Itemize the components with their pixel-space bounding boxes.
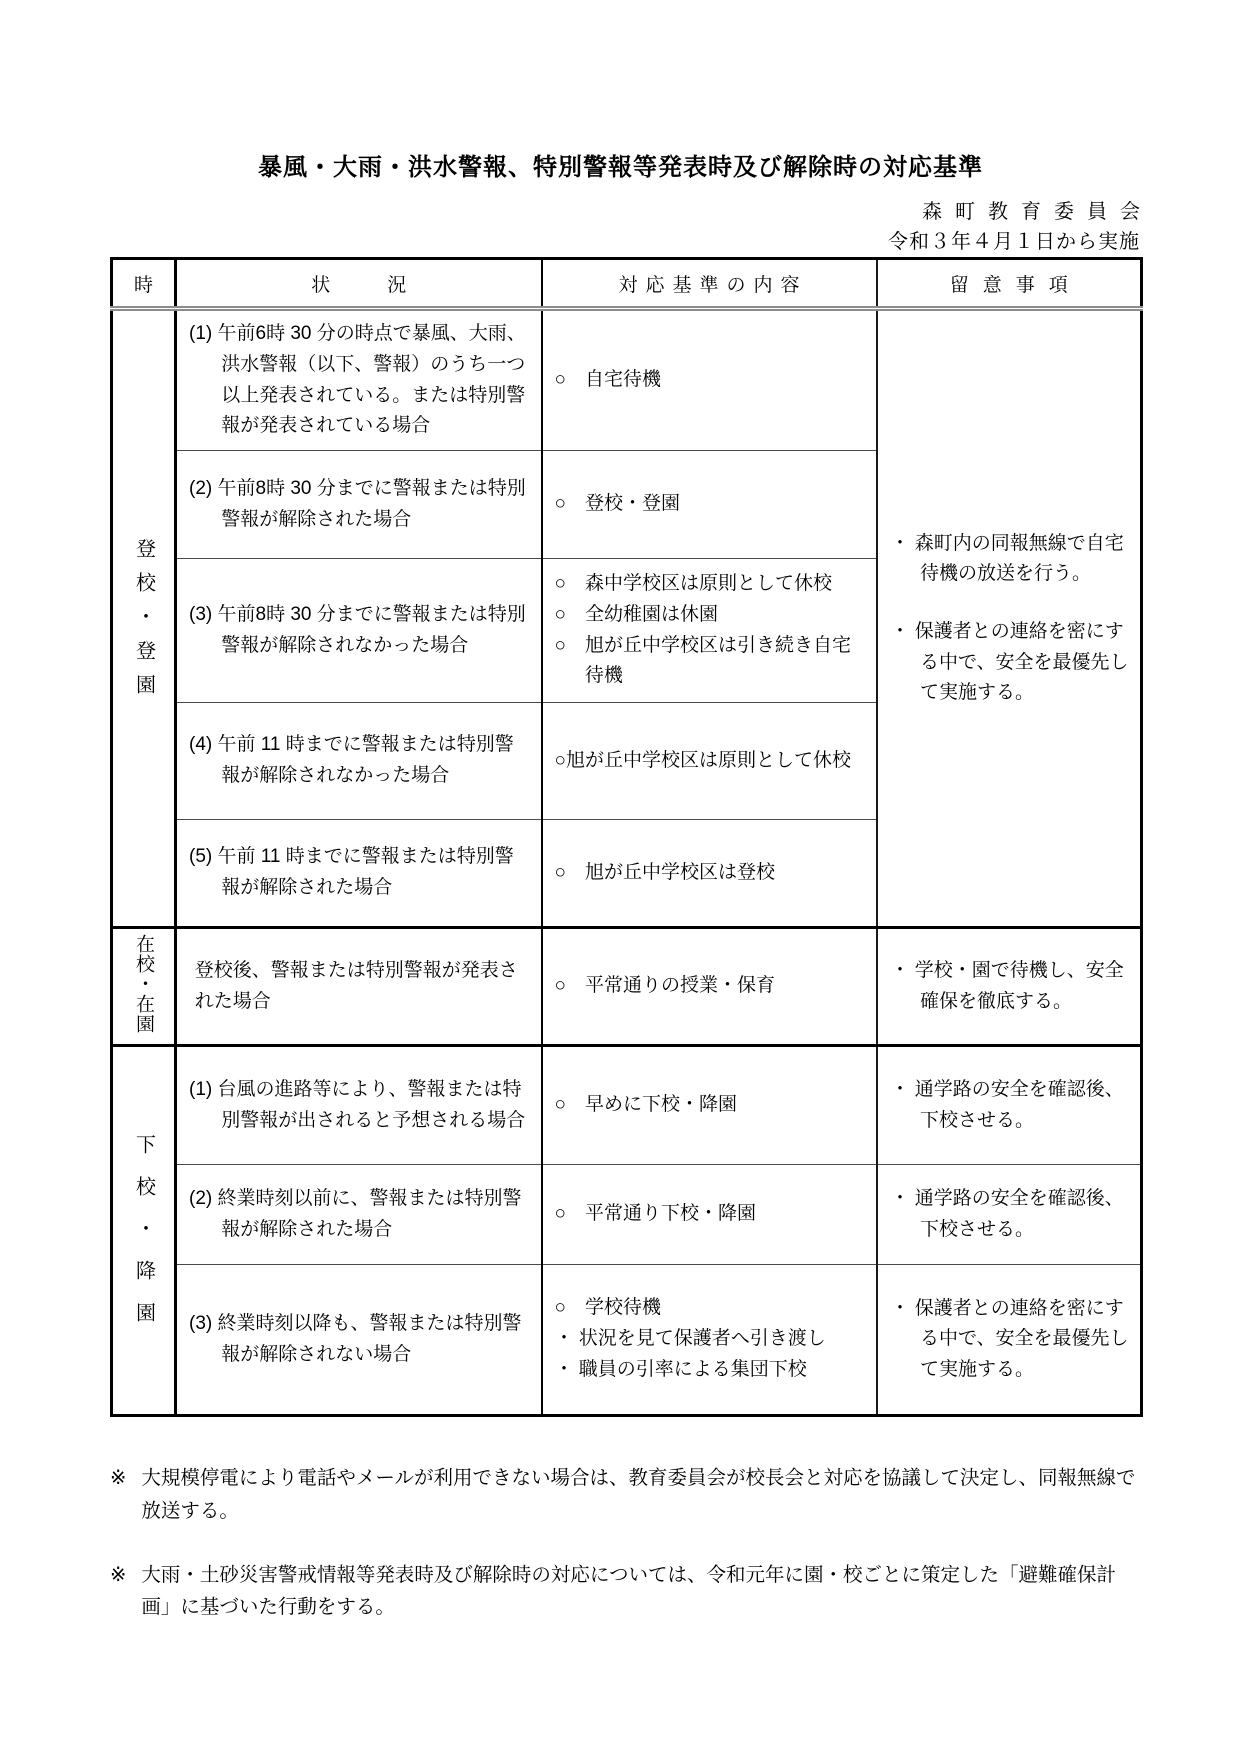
situation-cell (176, 703, 542, 820)
table-row (112, 1165, 1142, 1265)
notes-cell (877, 1265, 1142, 1416)
situation-cell (176, 1046, 542, 1165)
page-title: 暴風・大雨・洪水警報、特別警報等発表時及び解除時の対応基準 (258, 154, 983, 181)
note-item: ・ 通学路の安全を確認後、下校させる。 (890, 1188, 1124, 1240)
response-item: ○ 森中学校区は原則として休校 (554, 573, 832, 595)
situation-text: (5) 午前 11 時までに警報または特別警報が解除された場合 (189, 846, 514, 899)
header-notes: 留意事項 (877, 259, 1142, 309)
response-item: ○ 学校待機 (554, 1297, 661, 1319)
time-group-label: 在校・在園 (133, 933, 154, 1034)
situation-cell (176, 559, 542, 703)
response-cell (542, 1265, 877, 1416)
situation-text: (3) 終業時刻以降も、警報または特別警報が解除されない場合 (189, 1312, 522, 1365)
response-cell (542, 309, 877, 451)
time-group-cell (112, 1046, 176, 1416)
document-subtitle (888, 197, 1153, 257)
response-item: ○ 旭が丘中学校区は登校 (554, 861, 775, 883)
footnote (110, 1559, 1142, 1625)
response-cell (542, 820, 877, 928)
footnote-text: 大雨・土砂災害警戒情報等発表時及び解除時の対応については、令和元年に園・校ごとに策定した「避難確保計画」に基づいた行動をする。 (141, 1563, 1116, 1619)
response-cell (542, 1165, 877, 1265)
situation-text: (1) 台風の進路等により、警報または特別警報が出されると予想される場合 (189, 1078, 526, 1131)
response-standards-table (110, 257, 1143, 1417)
situation-cell (176, 928, 542, 1046)
response-item: ○旭が丘中学校区は原則として休校 (554, 749, 851, 771)
header-time: 時 (112, 259, 176, 309)
situation-cell (176, 1165, 542, 1265)
notes-cell (877, 1046, 1142, 1165)
situation-text: (2) 終業時刻以前に、警報または特別警報が解除された場合 (189, 1187, 522, 1240)
notes-cell (877, 928, 1142, 1046)
note-item: ・ 通学路の安全を確認後、下校させる。 (890, 1079, 1124, 1131)
response-item: ○ 旭が丘中学校区は引き続き自宅待機 (554, 634, 851, 687)
response-item: ○ 自宅待機 (554, 369, 661, 391)
effective-date: 令和３年４月１日から実施 (888, 231, 1140, 253)
footnote-text: 大規模停電により電話やメールが利用できない場合は、教育委員会が校長会と対応を協議して決定し、同報無線で放送する。 (141, 1467, 1136, 1522)
situation-text: (4) 午前 11 時までに警報または特別警報が解除されなかった場合 (189, 734, 514, 787)
table-row (112, 1265, 1142, 1416)
table-header-row (112, 259, 1142, 309)
response-cell (542, 1046, 877, 1165)
time-group-cell (112, 928, 176, 1046)
footnote-mark: ※ (110, 1467, 127, 1489)
situation-text: 登校後、警報または特別警報が発表された場合 (194, 959, 518, 1012)
situation-cell (176, 1265, 542, 1416)
note-item: ・ 保護者との連絡を密にする中で、安全を最優先して実施する。 (890, 1297, 1129, 1380)
response-cell (542, 559, 877, 703)
footnotes-section (110, 1462, 1142, 1655)
situation-cell (176, 820, 542, 928)
footnote (110, 1462, 1142, 1528)
time-group-cell (112, 309, 176, 928)
response-item: ○ 全幼稚園は休園 (554, 603, 718, 625)
table-row (112, 309, 1142, 451)
situation-text: (3) 午前8時 30 分までに警報または特別警報が解除されなかった場合 (189, 603, 526, 656)
response-item: ○ 平常通りの授業・保育 (554, 975, 775, 997)
footnote-mark: ※ (110, 1563, 127, 1586)
note-item: ・ 学校・園で待機し、安全確保を徹底する。 (890, 960, 1124, 1012)
notes-cell (877, 1165, 1142, 1265)
situation-cell (176, 451, 542, 559)
table-row (112, 928, 1142, 1046)
situation-text: (2) 午前8時 30 分までに警報または特別警報が解除された場合 (189, 477, 526, 530)
response-item: ○ 登校・登園 (554, 493, 680, 515)
table-row (112, 1046, 1142, 1165)
note-item: ・ 保護者との連絡を密にする中で、安全を最優先して実施する。 (890, 621, 1129, 704)
response-item: ○ 早めに下校・降園 (554, 1094, 737, 1116)
response-item: ・ 職員の引率による集団下校 (554, 1358, 807, 1380)
header-situation: 状 況 (176, 259, 542, 309)
situation-text: (1) 午前6時 30 分の時点で暴風、大雨、洪水警報（以下、警報）のうち一つ以上発表されている。または特別警報が発表されている場合 (189, 323, 526, 437)
response-cell (542, 928, 877, 1046)
response-cell (542, 703, 877, 820)
note-item: ・ 森町内の同報無線で自宅待機の放送を行う。 (890, 532, 1124, 584)
situation-cell (176, 309, 542, 451)
notes-cell (877, 309, 1142, 928)
response-cell (542, 451, 877, 559)
header-response: 対応基準の内容 (542, 259, 877, 309)
time-group-label: 下校・降園 (132, 1133, 155, 1344)
response-item: ・ 状況を見て保護者へ引き渡し (554, 1328, 826, 1350)
time-group-label: 登校・登園 (132, 537, 155, 708)
response-item: ○ 平常通り下校・降園 (554, 1203, 756, 1225)
organization-name: 森町教育委員会 (922, 201, 1153, 223)
